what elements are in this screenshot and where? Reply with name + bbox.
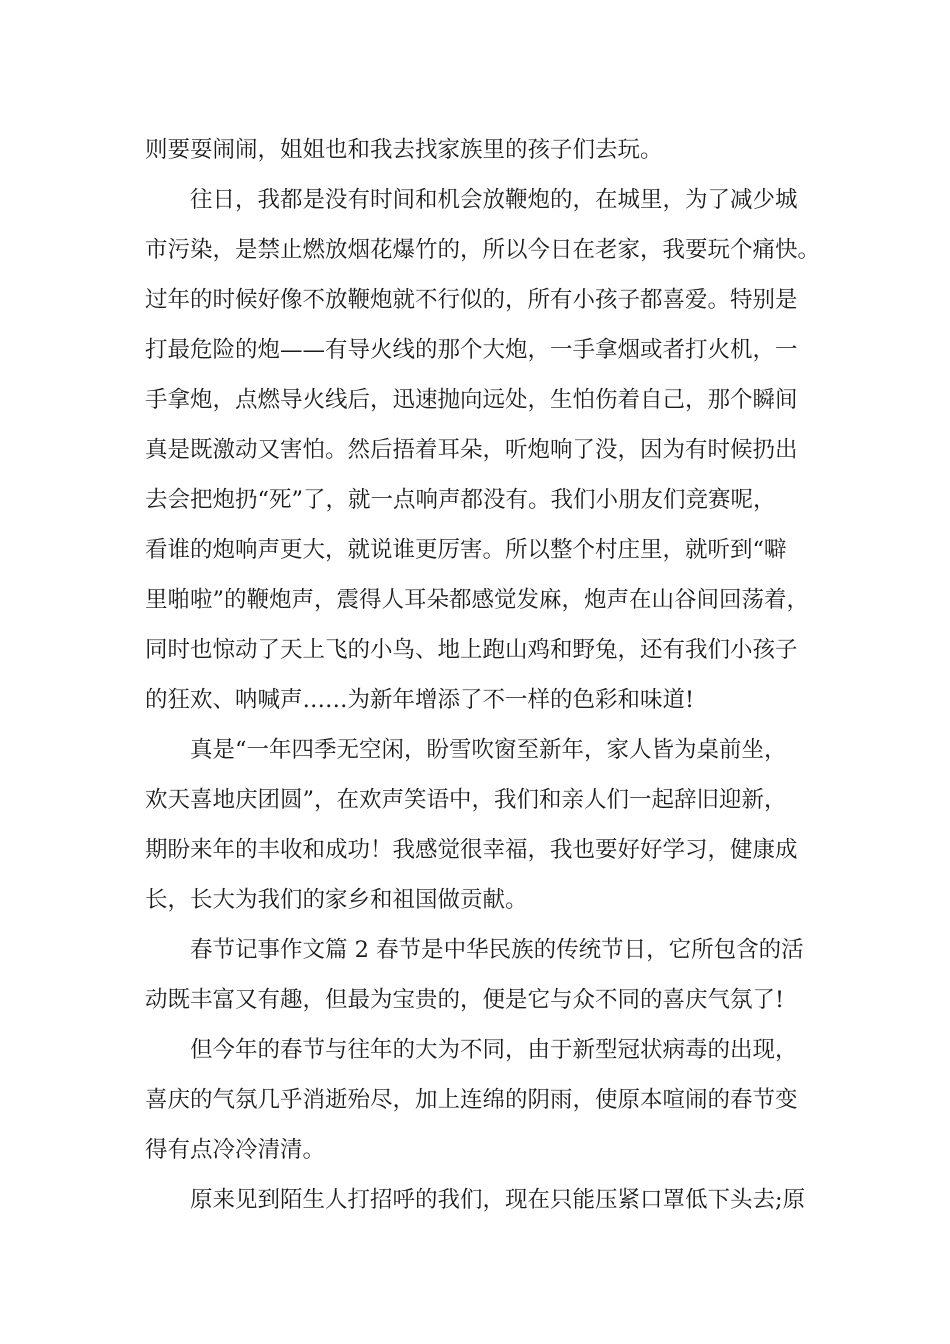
text-line: 里啪啦”的鞭炮声，震得人耳朵都感觉发麻，炮声在山谷间回荡着， (145, 587, 810, 613)
text-line: 打最危险的炮——有导火线的那个大炮，一手拿烟或者打火机，一 (145, 337, 798, 363)
text-line: 期盼来年的丰收和成功！我感觉很幸福，我也要好好学习，健康成 (145, 837, 798, 863)
text-line: 得有点冷冷清清。 (145, 1137, 326, 1163)
text-line: 的狂欢、呐喊声……为新年增添了不一样的色彩和味道! (145, 687, 695, 713)
text-line: 去会把炮扔“死”了，就一点响声都没有。我们小朋友们竞赛呢， (145, 487, 776, 513)
text-line: 欢天喜地庆团圆”，在欢声笑语中，我们和亲人们一起辞旧迎新， (145, 787, 787, 813)
text-line: 长，长大为我们的家乡和祖国做贡献。 (145, 887, 528, 913)
text-line: 同时也惊动了天上飞的小鸟、地上跑山鸡和野兔，还有我们小孩子 (145, 637, 798, 663)
text-line: 手拿炮，点燃导火线后，迅速抛向远处，生怕伤着自己，那个瞬间 (145, 387, 798, 413)
text-line: 但今年的春节与往年的大为不同，由于新型冠状病毒的出现， (190, 1037, 798, 1063)
text-line: 动既丰富又有趣，但最为宝贵的，便是它与众不同的喜庆气氛了! (145, 987, 785, 1013)
text-line: 原来见到陌生人打招呼的我们，现在只能压紧口罩低下头去;原 (190, 1187, 806, 1213)
text-line: 市污染，是禁止燃放烟花爆竹的，所以今日在老家，我要玩个痛快。 (145, 237, 821, 263)
text-line: 真是“一年四季无空闲，盼雪吹窗至新年，家人皆为桌前坐， (190, 737, 787, 763)
document-body (145, 125, 825, 1225)
text-line: 真是既激动又害怕。然后捂着耳朵，听炮响了没，因为有时候扔出 (145, 437, 798, 463)
text-line: 往日，我都是没有时间和机会放鞭炮的，在城里，为了减少城 (190, 187, 798, 213)
text-line: 春节记事作文篇 2 春节是中华民族的传统节日，它所包含的活 (190, 937, 804, 963)
text-line: 看谁的炮响声更大，就说谁更厉害。所以整个村庄里，就听到“噼 (145, 537, 787, 563)
text-line: 则要耍闹闹，姐姐也和我去找家族里的孩子们去玩。 (145, 137, 663, 163)
text-line: 喜庆的气氛几乎消逝殆尽，加上连绵的阴雨，使原本喧闹的春节变 (145, 1087, 798, 1113)
text-line: 过年的时候好像不放鞭炮就不行似的，所有小孩子都喜爱。特别是 (145, 287, 798, 313)
